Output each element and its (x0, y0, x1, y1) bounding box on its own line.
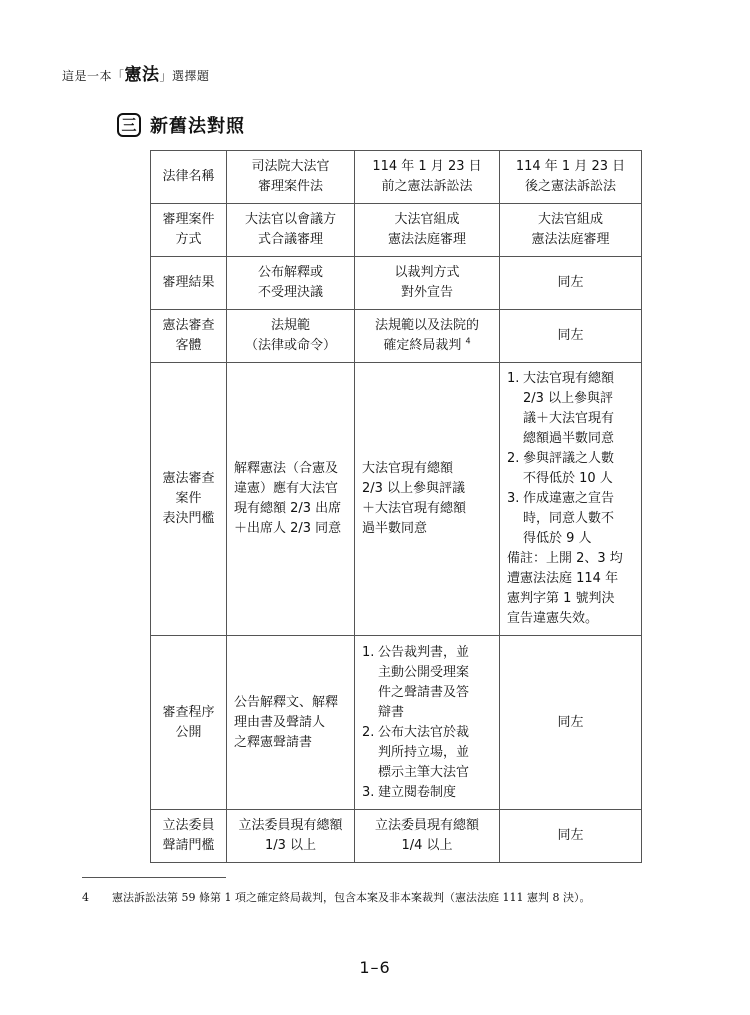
table-row (151, 204, 642, 257)
header-keyword: 憲法 (124, 65, 160, 85)
section-title: 新舊法對照 (150, 116, 245, 137)
section-heading (117, 112, 245, 138)
table-row (151, 810, 642, 863)
table-cell: 同左 (500, 257, 642, 310)
row-label-cell: 立法委員 聲請門檻 (151, 810, 227, 863)
row-label-cell: 憲法審查 案件 表決門檻 (151, 363, 227, 636)
table-cell: 公告解釋文、解釋 理由書及聲請人 之釋憲聲請書 (227, 636, 355, 810)
row-label-cell: 憲法審查 客體 (151, 310, 227, 363)
table-cell (500, 363, 642, 636)
table-cell: 大法官現有總額 2/3 以上參與評議 ＋大法官現有總額 過半數同意 (355, 363, 500, 636)
table-cell: 同左 (500, 810, 642, 863)
list-item: 1. 大法官現有總額 2/3 以上參與評 議＋大法官現有 總額過半數同意 (507, 371, 615, 446)
disclosure-list (362, 643, 492, 803)
table-cell: 大法官組成 憲法法庭審理 (500, 204, 642, 257)
table-row (151, 310, 642, 363)
footnote (82, 889, 642, 906)
header-cell-post-2025: 114 年 1 月 23 日 後之憲法訴訟法 (500, 151, 642, 204)
table-cell: 立法委員現有總額 1/3 以上 (227, 810, 355, 863)
table-cell: 同左 (500, 636, 642, 810)
row-label-cell: 審理結果 (151, 257, 227, 310)
page-number: 1–6 (359, 958, 391, 977)
table-row (151, 636, 642, 810)
table-cell (355, 636, 500, 810)
table-header-row (151, 151, 642, 204)
list-item: 3. 作成違憲之宣告 時，同意人數不 得低於 9 人 (507, 491, 615, 546)
table-cell: 同左 (500, 310, 642, 363)
list-item: 2. 參與評議之人數 不得低於 10 人 (507, 451, 615, 486)
table-cell: 法規範 （法律或命令） (227, 310, 355, 363)
row-label-cell: 審理案件 方式 (151, 204, 227, 257)
table-cell: 大法官組成 憲法法庭審理 (355, 204, 500, 257)
table-cell: 公布解釋或 不受理決議 (227, 257, 355, 310)
running-header (62, 60, 210, 85)
list-item: 1. 公告裁判書，並 主動公開受理案 件之聲請書及答 辯書 (362, 644, 470, 720)
footnote-divider (82, 877, 226, 878)
list-item: 3. 建立閱卷制度 (362, 784, 457, 800)
list-item: 2. 公布大法官於裁 判所持立場，並 標示主筆大法官 (362, 724, 470, 780)
footnote-text: 憲法訴訟法第 59 條第 1 項之確定終局裁判，包含本案及非本案裁判（憲法法庭 111 憲判 8 決）。 (112, 891, 591, 904)
section-number-badge: 三 (117, 113, 141, 137)
header-cell-pre-2025: 114 年 1 月 23 日 前之憲法訴訟法 (355, 151, 500, 204)
table-cell: 解釋憲法（合憲及 違憲）應有大法官 現有總額 2/3 出席 ＋出席人 2/3 同意 (227, 363, 355, 636)
header-suffix: 」選擇題 (159, 69, 210, 83)
remark-note: 備註：上開 2、3 均 遭憲法法庭 114 年 憲判字第 1 號判決 宣告違憲失效。 (507, 551, 623, 626)
footnote-number: 4 (82, 891, 89, 904)
table-row (151, 363, 642, 636)
header-cell-law-name: 法律名稱 (151, 151, 227, 204)
comparison-table (150, 150, 642, 863)
table-cell: 立法委員現有總額 1/4 以上 (355, 810, 500, 863)
threshold-list (507, 369, 634, 549)
table-row (151, 257, 642, 310)
table-cell: 大法官以會議方 式合議審理 (227, 204, 355, 257)
table-cell: 法規範以及法院的 確定終局裁判 $^4$ (355, 310, 500, 363)
header-prefix: 這是一本「 (62, 69, 125, 83)
row-label-cell: 審查程序 公開 (151, 636, 227, 810)
footnote-ref: 4 (465, 336, 471, 346)
header-cell-old-act: 司法院大法官 審理案件法 (227, 151, 355, 204)
table-cell: 以裁判方式 對外宣告 (355, 257, 500, 310)
